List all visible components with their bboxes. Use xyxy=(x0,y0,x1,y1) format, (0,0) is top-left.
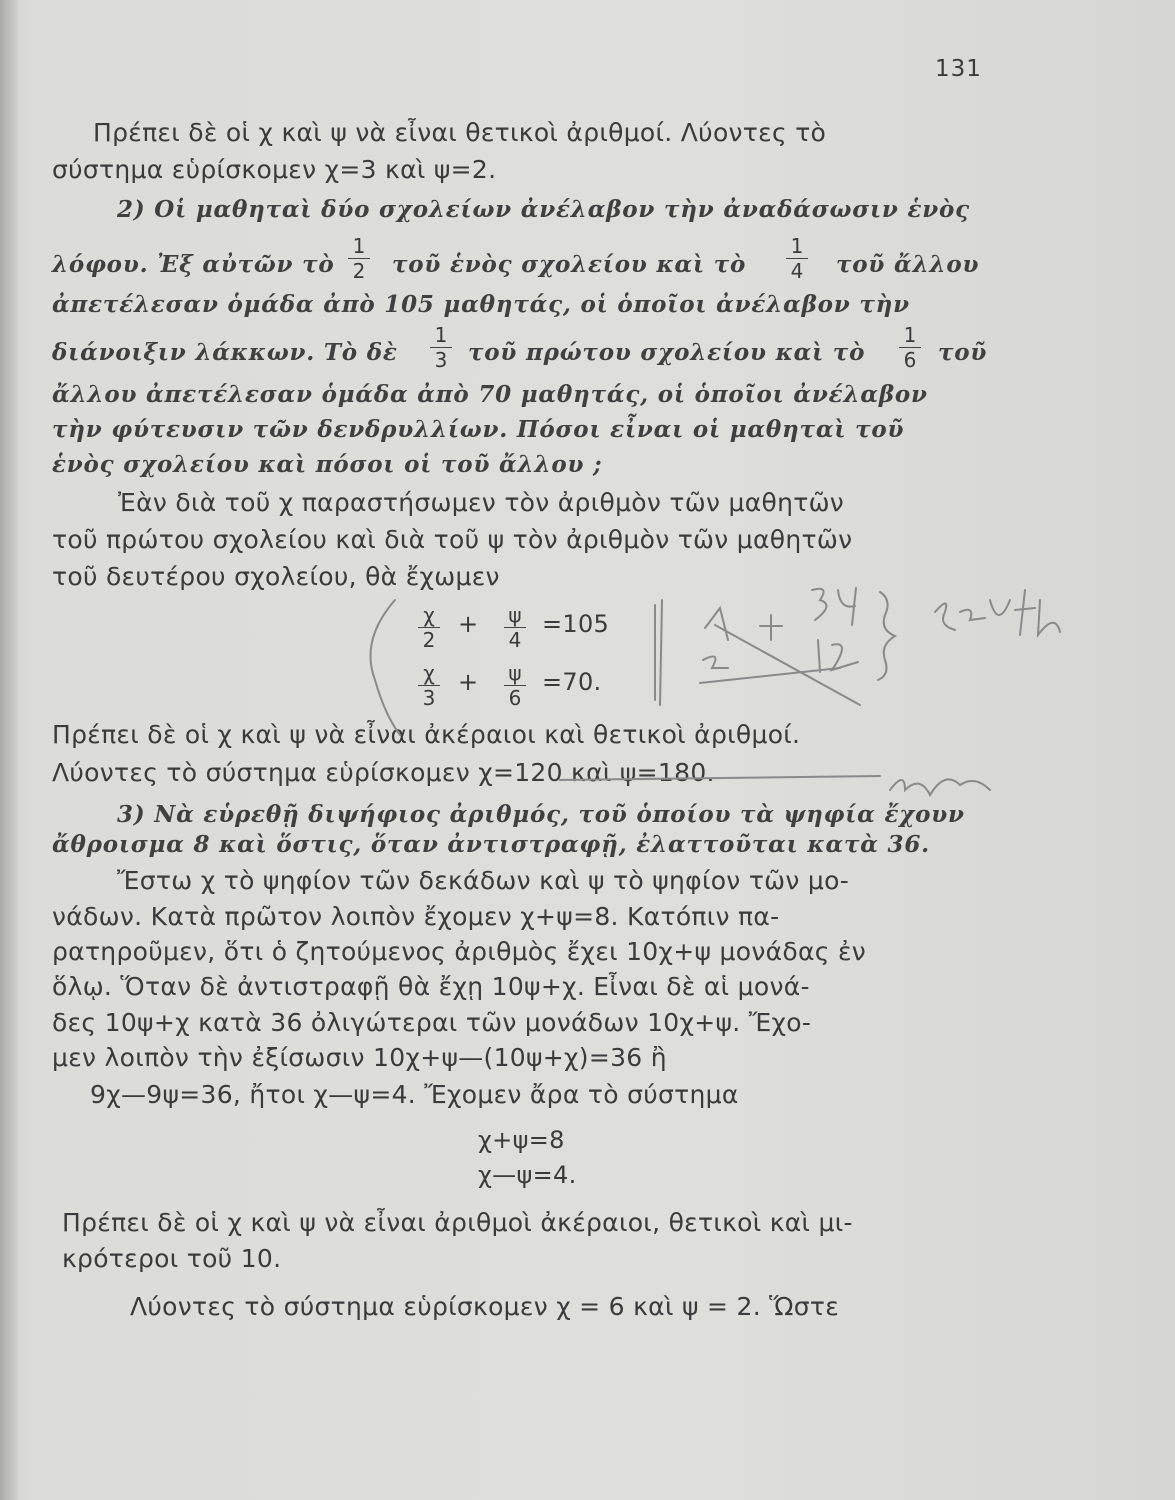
fraction-y-over-6: ψ 6 xyxy=(504,662,526,709)
problem-2-text: τοῦ ἄλλου xyxy=(836,251,980,278)
equation-2-rhs: =70. xyxy=(542,668,602,696)
problem-2-text: ἀπετέλεσαν ὁμάδα ἀπὸ 105 μαθητάς, οἱ ὁποῖοι ἀνέλαβον τὴν xyxy=(52,291,910,318)
text-line: τοῦ δευτέρου σχολείου, θὰ ἔχωμεν xyxy=(52,562,500,591)
fraction-one-quarter: 1 4 xyxy=(786,235,808,282)
text-line: Πρέπει δὲ οἱ χ καὶ ψ νὰ εἶναι ἀκέραιοι καὶ θετικοὶ ἀριθμοί. xyxy=(52,720,801,749)
text-line: ρατηροῦμεν, ὅτι ὁ ζητούμενος ἀριθμὸς ἔχει 10χ+ψ μονάδας ἐν xyxy=(52,937,867,966)
text-line: Πρέπει δὲ οἱ χ καὶ ψ νὰ εἶναι ἀριθμοὶ ἀκέραιοι, θετικοὶ καὶ μι- xyxy=(62,1208,853,1237)
page-number: 131 xyxy=(935,56,982,82)
text-line: Πρέπει δὲ οἱ χ καὶ ψ νὰ εἶναι θετικοὶ ἀριθμοί. Λύοντες τὸ xyxy=(93,118,827,147)
problem-2-text: ἑνὸς σχολείου καὶ πόσοι οἱ τοῦ ἄλλου ; xyxy=(52,451,603,478)
fraction-one-sixth: 1 6 xyxy=(899,324,921,371)
problem-3-text: ἄθροισμα 8 καὶ ὅστις, ὅταν ἀντιστραφῇ, ἐλαττοῦται κατὰ 36. xyxy=(52,831,930,858)
problem-2-text: τοῦ xyxy=(938,339,988,366)
plus-sign: + xyxy=(458,668,479,696)
fraction-y-over-4: ψ 4 xyxy=(504,604,526,651)
text-line: ὅλῳ. Ὅταν δὲ ἀντιστραφῇ θὰ ἔχῃ 10ψ+χ. Εἶναι δὲ αἱ μονά- xyxy=(52,972,810,1001)
plus-sign: + xyxy=(458,610,479,638)
text-line: κρότεροι τοῦ 10. xyxy=(62,1244,282,1273)
fraction-one-third: 1 3 xyxy=(430,324,452,371)
text-line: Ἐὰν διὰ τοῦ χ παραστήσωμεν τὸν ἀριθμὸν τῶν μαθητῶν xyxy=(118,488,845,517)
fraction-x-over-3: χ 3 xyxy=(418,662,440,709)
problem-2-text: λόφου. Ἐξ αὐτῶν τὸ xyxy=(52,251,335,278)
text-line: νάδων. Κατὰ πρῶτον λοιπὸν ἔχομεν χ+ψ=8. Κατόπιν πα- xyxy=(52,902,780,931)
problem-2-text: ἄλλου ἀπετέλεσαν ὁμάδα ἀπὸ 70 μαθητάς, οἱ ὁποῖοι ἀνέλαβον xyxy=(52,381,928,408)
fraction-one-half: 1 2 xyxy=(348,235,370,282)
problem-2-text: τοῦ ἑνὸς σχολείου καὶ τὸ xyxy=(392,251,747,278)
text-line: σύστημα εὑρίσκομεν χ=3 καὶ ψ=2. xyxy=(52,155,497,184)
equation-1-rhs: =105 xyxy=(542,610,610,638)
problem-2-text: τοῦ πρώτου σχολείου καὶ τὸ xyxy=(468,339,866,366)
problem-2-text: τὴν φύτευσιν τῶν δενδρυλλίων. Πόσοι εἶναι οἱ μαθηταὶ τοῦ xyxy=(52,416,905,443)
problem-2-text: διάνοιξιν λάκκων. Τὸ δὲ xyxy=(52,339,398,366)
problem-3-text: 3) Νὰ εὑρεθῇ διψήφιος ἀριθμός, τοῦ ὁποίου τὰ ψηφία ἔχουν xyxy=(117,801,965,828)
text-line: δες 10ψ+χ κατὰ 36 ὀλιγώτεραι τῶν μονάδων 10χ+ψ. Ἔχο- xyxy=(52,1008,812,1037)
text-line: τοῦ πρώτου σχολείου καὶ διὰ τοῦ ψ τὸν ἀριθμὸν τῶν μαθητῶν xyxy=(52,525,853,554)
problem-2-text: 2) Οἱ μαθηταὶ δύο σχολείων ἀνέλαβον τὴν ἀναδάσωσιν ἑνὸς xyxy=(117,196,970,223)
text-line: Ἔστω χ τὸ ψηφίον τῶν δεκάδων καὶ ψ τὸ ψηφίον τῶν μο- xyxy=(117,866,850,895)
text-line: 9χ—9ψ=36, ἤτοι χ—ψ=4. Ἔχομεν ἄρα τὸ σύστημα xyxy=(90,1080,739,1109)
fraction-x-over-2: χ 2 xyxy=(418,604,440,651)
system-equation-2: χ—ψ=4. xyxy=(478,1161,577,1189)
text-line: μεν λοιπὸν τὴν ἐξίσωσιν 10χ+ψ—(10ψ+χ)=36 ἢ xyxy=(52,1043,667,1072)
text-line: Λύοντες τὸ σύστημα εὑρίσκομεν χ=120 καὶ ψ=180. xyxy=(52,758,715,787)
text-line: Λύοντες τὸ σύστημα εὑρίσκομεν χ = 6 καὶ ψ = 2. Ὥστε xyxy=(130,1292,840,1321)
system-equation-1: χ+ψ=8 xyxy=(478,1126,565,1154)
